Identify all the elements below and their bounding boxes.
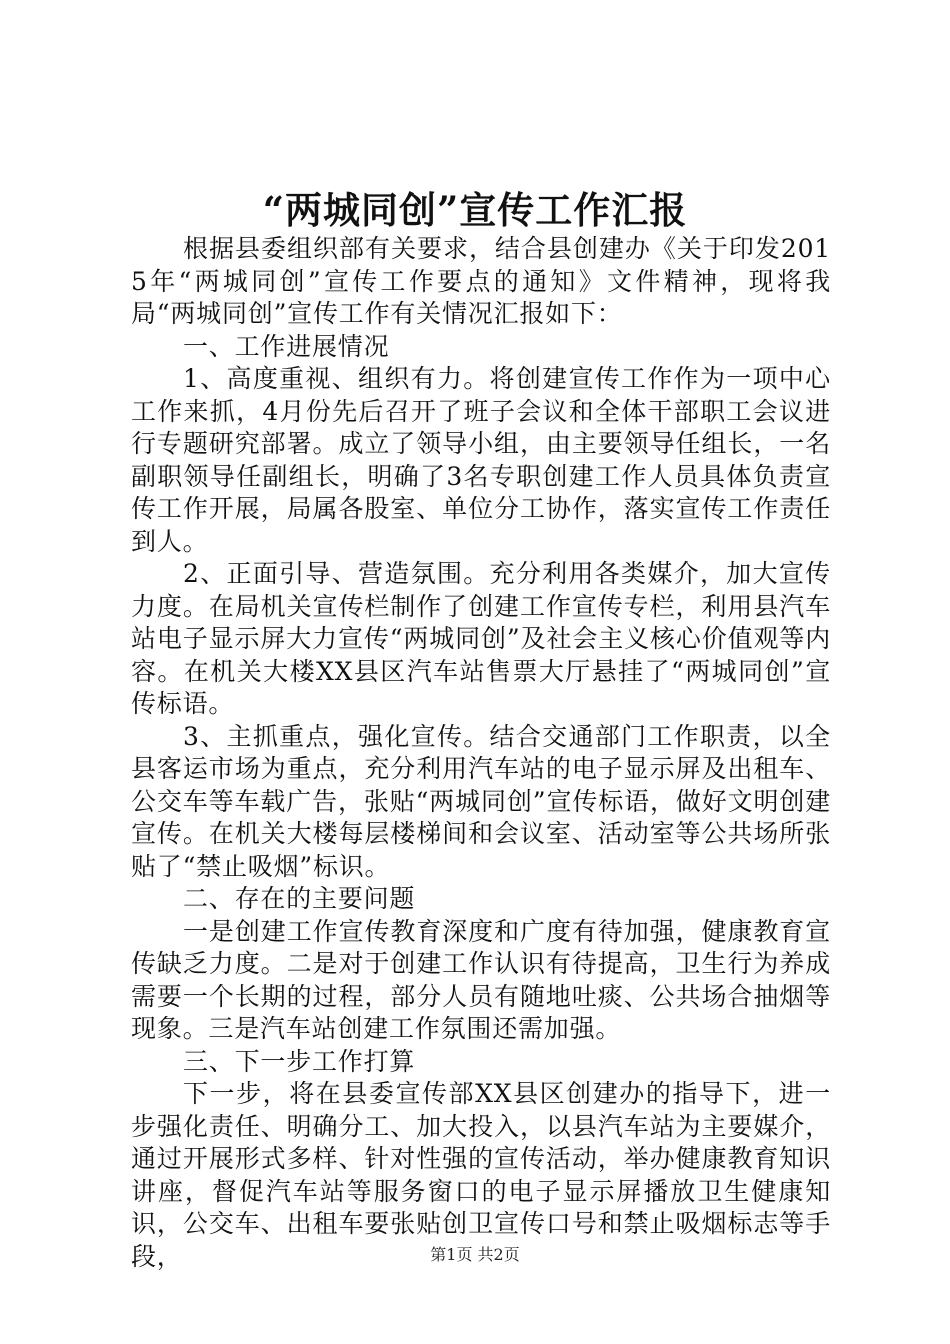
document-title: “两城同创”宣传工作汇报 xyxy=(262,188,688,232)
section-heading-problems: 二、存在的主要问题 xyxy=(183,884,416,913)
section-heading-progress: 一、工作进展情况 xyxy=(183,331,390,361)
paragraph-item-3: 3、主抓重点，强化宣传。结合交通部门工作职责，以全县客运市场为重点，充分利用汽车站的电子显示屏及出租车、公交车等车载广告，张贴“两城同创”宣传标语，做好文明创建宣传。在机关大楼每层楼梯间和会议室、活动室等公共场所张贴了“禁止吸烟”标识。 xyxy=(131,721,831,881)
section-heading-next-steps: 三、下一步工作打算 xyxy=(183,1046,416,1076)
page-footer: 第1页 共2页 xyxy=(430,1245,520,1264)
paragraph-next-steps: 下一步，将在县委宣传部XX县区创建办的指导下，进一步强化责任、明确分工、加大投入，以县汽车站为主要媒介，通过开展形式多样、针对性强的宣传活动，举办健康教育知识讲座，督促汽车站等服务窗口的电子显示屏播放卫生健康知识，公交车、出租车要张贴创卫宣传口号和禁止吸烟标志等手段， xyxy=(131,1079,831,1271)
paragraph-intro: 根据县委组织部有关要求，结合县创建办《关于印发2015年“两城同创”宣传工作要点的通知》文件精神，现将我局“两城同创”宣传工作有关情况汇报如下： xyxy=(131,234,831,328)
paragraph-problems: 一是创建工作宣传教育深度和广度有待加强，健康教育宣传缺乏力度。二是对于创建工作认识有待提高，卫生行为养成需要一个长期的过程，部分人员有随地吐痰、公共场合抽烟等现象。三是汽车站创建工作氛围还需加强。 xyxy=(131,916,831,1043)
paragraph-item-2: 2、正面引导、营造氛围。充分利用各类媒介，加大宣传力度。在局机关宣传栏制作了创建工作宣传专栏，利用县汽车站电子显示屏大力宣传“两城同创”及社会主义核心价值观等内容。在机关大楼XX县区汽车站售票大厅悬挂了“两城同创”宣传标语。 xyxy=(131,559,831,718)
paragraph-item-1: 1、高度重视、组织有力。将创建宣传工作作为一项中心工作来抓，4月份先后召开了班子会议和全体干部职工会议进行专题研究部署。成立了领导小组，由主要领导任组长，一名副职领导任副组长，明确了3名专职创建工作人员具体负责宣传工作开展，局属各股室、单位分工协作，落实宣传工作责任到人。 xyxy=(131,364,831,556)
document-body xyxy=(131,233,831,1273)
